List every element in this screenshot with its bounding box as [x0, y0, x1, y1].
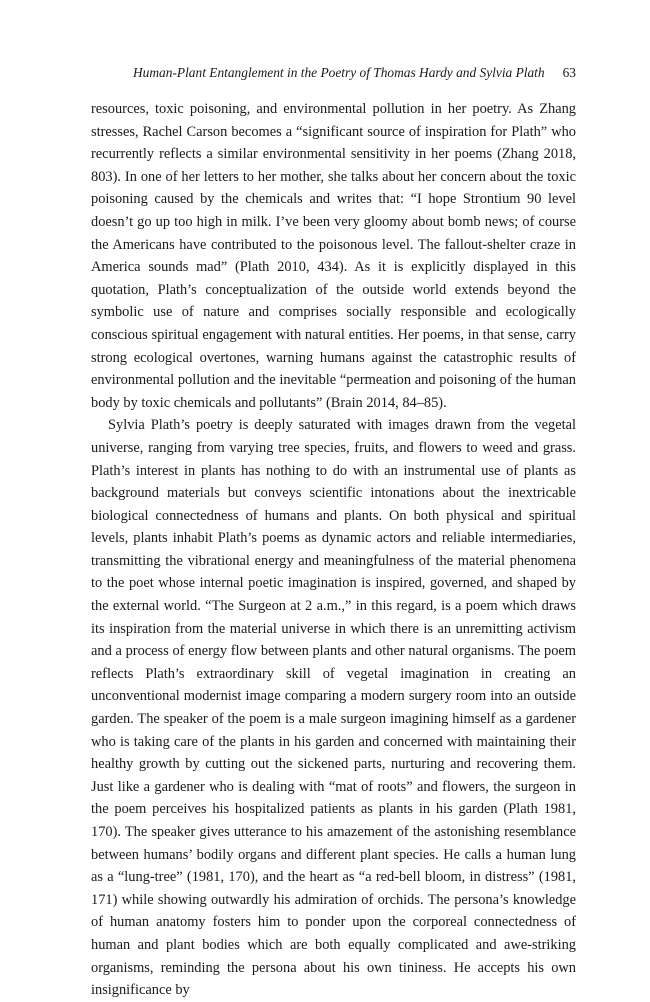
book-page	[91, 64, 576, 1002]
paragraph-continued: resources, toxic poisoning, and environmental pollution in her poetry. As Zhang stresses, Rachel Carson becomes a “significant source of inspiration for Plath” who recurrently reflects a similar environmental sensitivity in her poems (Zhang 2018, 803). In one of her letters to her mother, she talks about her concern about the toxic poisoning caused by the chemicals and writes that: “I hope Strontium 90 level doesn’t go up too high in milk. I’ve been very gloomy about bomb news; of course the Americans have contributed to the poisonous level. The fallout-shelter craze in America sounds mad” (Plath 2010, 434). As it is explicitly displayed in this quotation, Plath’s conceptualization of the outside world extends beyond the symbolic use of nature and comprises socially responsible and ecologically conscious spiritual engagement with natural entities. Her poems, in that sense, carry strong ecological overtones, warning humans against the catastrophic results of environmental pollution and the inevitable “permeation and poisoning of the human body by toxic chemicals and pollutants” (Brain 2014, 84–85).	[91, 101, 576, 411]
body-text	[91, 98, 576, 1002]
running-title: Human-Plant Entanglement in the Poetry of Thomas Hardy and Sylvia Plath	[133, 65, 545, 80]
running-head	[91, 64, 576, 82]
page-number: 63	[562, 65, 576, 80]
paragraph-surgeon-poem: Sylvia Plath’s poetry is deeply saturated with images drawn from the vegetal universe, ranging from varying tree species, fruits, and flowers to weed and grass. Plath’s interest in plants has nothing to do with an instrumental use of plants as background materials but conveys scientific intonations about the inextricable biological connectedness of humans and plants. On both physical and spiritual levels, plants inhabit Plath’s poems as dynamic actors and reliable intermediaries, transmitting the vibrational energy and meaningfulness of the material phenomena to the poet whose internal poetic imagination is inspired, governed, and shaped by the external world. “The Surgeon at 2 a.m.,” in this regard, is a poem which draws its inspiration from the material universe in which there is an unremitting activism and a process of energy flow between plants and other natural organisms. The poem reflects Plath’s extraordinary skill of vegetal imagination in creating an unconventional modernist image comparing a modern surgery room into an outside garden. The speaker of the poem is a male surgeon imagining himself as a gardener who is taking care of the plants in his garden and concerned with maintaining their healthy growth by cutting out the sickened parts, nurturing and recovering them. Just like a gardener who is dealing with “mat of roots” and flowers, the surgeon in the poem perceives his hospitalized patients as plants in his garden (Plath 1981, 170). The speaker gives utterance to his amazement of the astonishing resemblance between humans’ bodily organs and different plant species. He calls a human lung as a “lung-tree” (1981, 170), and the heart as “a red-bell bloom, in distress” (1981, 171) while showing outwardly his admiration of orchids. The persona’s knowledge of human anatomy fosters him to ponder upon the corporeal connectedness of human and plant bodies which are both equally complicated and awe-striking organisms, reminding the persona about his own tininess. He accepts his own insignificance by	[91, 417, 576, 999]
